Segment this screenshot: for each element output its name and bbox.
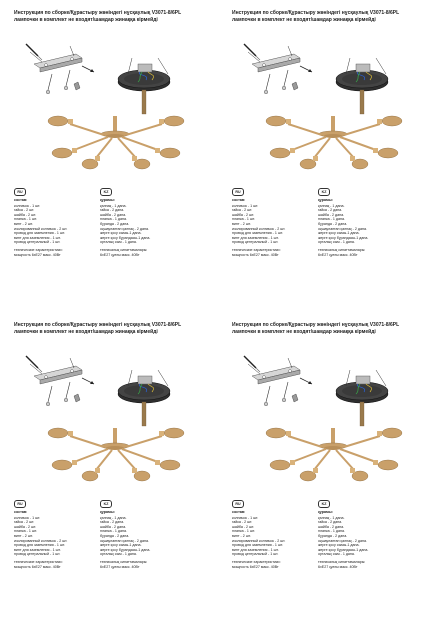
ru-component-item: планка - 1 шт. xyxy=(232,217,255,222)
kz-tech-heading: техникалық сипаттамалары: xyxy=(100,559,148,564)
ru-component-item: винт для заземления - 1 шт. xyxy=(14,547,61,552)
kz-component-item: гайка - 2 дана. xyxy=(100,208,125,213)
ru-heading: состав: xyxy=(232,198,246,202)
kz-contents xyxy=(318,510,414,569)
kz-component-item: оқшауланған қалпақ - 2 дана. xyxy=(318,538,367,543)
ru-language-badge: RU xyxy=(232,500,244,508)
ru-component-item: винт - 2 шт. xyxy=(14,221,33,226)
ru-component-item: шайба - 2 шт. xyxy=(232,212,255,217)
chandelier-illustration xyxy=(48,428,184,481)
kz-component-item: жерге қосу сымы-1 дана. xyxy=(318,543,360,548)
ru-tech-value: мощность 6xE27 макс. 40Вт xyxy=(14,564,61,569)
chandelier-illustration xyxy=(266,116,402,169)
ru-component-item: гайка - 2 шт. xyxy=(232,520,253,525)
ru-component-item: шайба - 2 шт. xyxy=(232,524,255,529)
kz-component-item: жерге қосу сымы-1 дана. xyxy=(318,231,360,236)
kz-component-item: планка - 1 дана. xyxy=(100,529,127,534)
mounting-bracket xyxy=(30,46,82,94)
ru-component-item: винт - 2 шт. xyxy=(232,221,251,226)
ceiling-canopy xyxy=(336,370,388,426)
kz-component-item: оқшауланған қалпақ - 2 дана. xyxy=(100,226,149,231)
kz-tech-value: 6xE27 қуаты макс. 40Вт xyxy=(100,564,140,569)
ru-component-item: винт для заземления - 1 шт. xyxy=(232,235,279,240)
ru-heading: состав: xyxy=(14,198,28,202)
kz-component-item: жерге қосу сымы-1 дана. xyxy=(100,231,142,236)
screwdriver-icon xyxy=(244,356,260,372)
kz-component-item: шайба - 2 дана. xyxy=(100,524,127,529)
instruction-card-4 xyxy=(230,322,440,622)
ru-component-item: гайка - 2 шт. xyxy=(14,208,35,213)
arrow-icon xyxy=(82,66,94,72)
kz-component-item: қалпақ - 1 дана. xyxy=(318,515,345,520)
screwdriver-icon xyxy=(244,44,260,60)
ru-component-item: винт для заземления - 1 шт. xyxy=(232,547,279,552)
screwdriver-icon xyxy=(26,356,42,372)
kz-tech-value: 6xE27 қуаты макс. 40Вт xyxy=(318,564,358,569)
ru-component-item: колпачок - 1 шт. xyxy=(14,515,41,520)
instruction-title: Инструкция по сборке/Құрастыру жөніндегі нұсқаулық V3071-8/6PL xyxy=(14,322,182,328)
kz-component-item: планка - 1 дана. xyxy=(100,217,127,222)
kz-component-item: орталық сым - 1 дана. xyxy=(318,240,355,245)
kz-component-item: жерге қосу бұрандасы-1 дана. xyxy=(318,235,369,240)
ru-component-item: провод для заземления - 1 шт. xyxy=(232,543,284,548)
ru-contents xyxy=(14,510,110,569)
kz-component-item: шайба - 2 дана. xyxy=(100,212,127,217)
ru-component-item: гайка - 2 шт. xyxy=(14,520,35,525)
ru-language-badge: RU xyxy=(232,188,244,196)
kz-component-item: бұранда - 2 дана. xyxy=(100,533,130,538)
arrow-icon xyxy=(300,378,312,384)
kz-language-badge: KZ xyxy=(318,188,330,196)
assembly-diagram xyxy=(230,24,440,184)
ru-component-item: винт - 2 шт. xyxy=(14,533,33,538)
kz-contents xyxy=(318,198,414,257)
screwdriver-icon xyxy=(26,44,42,60)
instruction-subtitle: лампочки в комплект не входят/шамдар жинаққа кірмейді xyxy=(14,17,158,23)
ru-tech-heading: технические характеристики: xyxy=(14,247,63,252)
ru-component-item: провод для заземления - 1 шт. xyxy=(14,231,66,236)
chandelier-illustration xyxy=(48,116,184,169)
ru-component-item: винт - 2 шт. xyxy=(232,533,251,538)
ru-component-item: провод центральный - 1 шт. xyxy=(232,240,279,245)
ru-component-item: провод центральный - 1 шт. xyxy=(14,552,61,557)
kz-component-item: қалпақ - 1 дана. xyxy=(100,515,127,520)
kz-component-item: қалпақ - 1 дана. xyxy=(100,203,127,208)
kz-component-item: жерге қосу бұрандасы-1 дана. xyxy=(100,235,151,240)
arrow-icon xyxy=(300,66,312,72)
kz-component-item: жерге қосу бұрандасы-1 дана. xyxy=(100,547,151,552)
ru-tech-value: мощность 6xE27 макс. 40Вт xyxy=(232,252,279,257)
ru-contents xyxy=(232,198,328,257)
kz-component-item: бұранда - 2 дана. xyxy=(100,221,130,226)
ru-contents xyxy=(14,198,110,257)
kz-component-item: орталық сым - 1 дана. xyxy=(100,240,137,245)
mounting-bracket xyxy=(30,358,82,406)
instruction-card-2 xyxy=(230,10,440,310)
kz-contents xyxy=(100,198,196,257)
kz-component-item: орталық сым - 1 дана. xyxy=(318,552,355,557)
ru-component-item: колпачок - 1 шт. xyxy=(232,203,259,208)
kz-heading: құрамы: xyxy=(100,510,115,514)
mounting-bracket xyxy=(248,358,300,406)
ru-component-item: изолированный колпачок - 2 шт. xyxy=(232,538,286,543)
instruction-subtitle: лампочки в комплект не входят/шамдар жинаққа кірмейді xyxy=(14,329,158,335)
kz-language-badge: KZ xyxy=(100,500,112,508)
ru-component-item: изолированный колпачок - 2 шт. xyxy=(14,538,68,543)
arrow-icon xyxy=(82,378,94,384)
kz-tech-heading: техникалық сипаттамалары: xyxy=(318,559,366,564)
ru-component-item: провод для заземления - 1 шт. xyxy=(14,543,66,548)
kz-component-item: оқшауланған қалпақ - 2 дана. xyxy=(100,538,149,543)
ru-component-item: изолированный колпачок - 2 шт. xyxy=(14,226,68,231)
kz-component-item: шайба - 2 дана. xyxy=(318,524,345,529)
assembly-diagram xyxy=(12,24,222,184)
kz-tech-value: 6xE27 қуаты макс. 40Вт xyxy=(100,252,140,257)
kz-heading: құрамы: xyxy=(318,510,333,514)
kz-tech-heading: техникалық сипаттамалары: xyxy=(318,247,366,252)
kz-component-item: оқшауланған қалпақ - 2 дана. xyxy=(318,226,367,231)
ru-tech-heading: технические характеристики: xyxy=(232,247,281,252)
ru-tech-value: мощность 6xE27 макс. 40Вт xyxy=(232,564,279,569)
ru-component-item: колпачок - 1 шт. xyxy=(232,515,259,520)
instruction-subtitle: лампочки в комплект не входят/шамдар жинаққа кірмейді xyxy=(232,17,376,23)
ru-heading: состав: xyxy=(14,510,28,514)
ru-component-item: провод для заземления - 1 шт. xyxy=(232,231,284,236)
ru-component-item: винт для заземления - 1 шт. xyxy=(14,235,61,240)
kz-component-item: шайба - 2 дана. xyxy=(318,212,345,217)
ru-language-badge: RU xyxy=(14,188,26,196)
kz-component-item: планка - 1 дана. xyxy=(318,217,345,222)
ru-component-item: шайба - 2 шт. xyxy=(14,212,37,217)
kz-heading: құрамы: xyxy=(100,198,115,202)
kz-component-item: планка - 1 дана. xyxy=(318,529,345,534)
ceiling-canopy xyxy=(118,58,170,114)
instruction-title: Инструкция по сборке/Құрастыру жөніндегі нұсқаулық V3071-8/6PL xyxy=(232,322,400,328)
instruction-title: Инструкция по сборке/Құрастыру жөніндегі нұсқаулық V3071-8/6PL xyxy=(232,10,400,16)
ru-tech-value: мощность 6xE27 макс. 40Вт xyxy=(14,252,61,257)
ru-component-item: колпачок - 1 шт. xyxy=(14,203,41,208)
ru-component-item: изолированный колпачок - 2 шт. xyxy=(232,226,286,231)
kz-component-item: бұранда - 2 дана. xyxy=(318,221,348,226)
ru-heading: состав: xyxy=(232,510,246,514)
ru-component-item: шайба - 2 шт. xyxy=(14,524,37,529)
kz-tech-value: 6xE27 қуаты макс. 40Вт xyxy=(318,252,358,257)
assembly-diagram xyxy=(12,336,222,496)
chandelier-illustration xyxy=(266,428,402,481)
ceiling-canopy xyxy=(118,370,170,426)
instruction-subtitle: лампочки в комплект не входят/шамдар жинаққа кірмейді xyxy=(232,329,376,335)
kz-heading: құрамы: xyxy=(318,198,333,202)
kz-component-item: бұранда - 2 дана. xyxy=(318,533,348,538)
ru-component-item: планка - 1 шт. xyxy=(232,529,255,534)
kz-language-badge: KZ xyxy=(100,188,112,196)
kz-tech-heading: техникалық сипаттамалары: xyxy=(100,247,148,252)
assembly-diagram xyxy=(230,336,440,496)
kz-component-item: жерге қосу сымы-1 дана. xyxy=(100,543,142,548)
kz-component-item: қалпақ - 1 дана. xyxy=(318,203,345,208)
ru-tech-heading: технические характеристики: xyxy=(232,559,281,564)
ru-component-item: провод центральный - 1 шт. xyxy=(14,240,61,245)
kz-component-item: гайка - 2 дана. xyxy=(318,520,343,525)
kz-language-badge: KZ xyxy=(318,500,330,508)
instruction-title: Инструкция по сборке/Құрастыру жөніндегі нұсқаулық V3071-8/6PL xyxy=(14,10,182,16)
ru-component-item: гайка - 2 шт. xyxy=(232,208,253,213)
kz-component-item: гайка - 2 дана. xyxy=(100,520,125,525)
ru-language-badge: RU xyxy=(14,500,26,508)
ru-component-item: планка - 1 шт. xyxy=(14,529,37,534)
mounting-bracket xyxy=(248,46,300,94)
kz-component-item: гайка - 2 дана. xyxy=(318,208,343,213)
kz-component-item: орталық сым - 1 дана. xyxy=(100,552,137,557)
instruction-card-1 xyxy=(12,10,222,310)
ru-tech-heading: технические характеристики: xyxy=(14,559,63,564)
ru-component-item: провод центральный - 1 шт. xyxy=(232,552,279,557)
ru-component-item: планка - 1 шт. xyxy=(14,217,37,222)
kz-component-item: жерге қосу бұрандасы-1 дана. xyxy=(318,547,369,552)
kz-contents xyxy=(100,510,196,569)
ceiling-canopy xyxy=(336,58,388,114)
instruction-card-3 xyxy=(12,322,222,622)
ru-contents xyxy=(232,510,328,569)
